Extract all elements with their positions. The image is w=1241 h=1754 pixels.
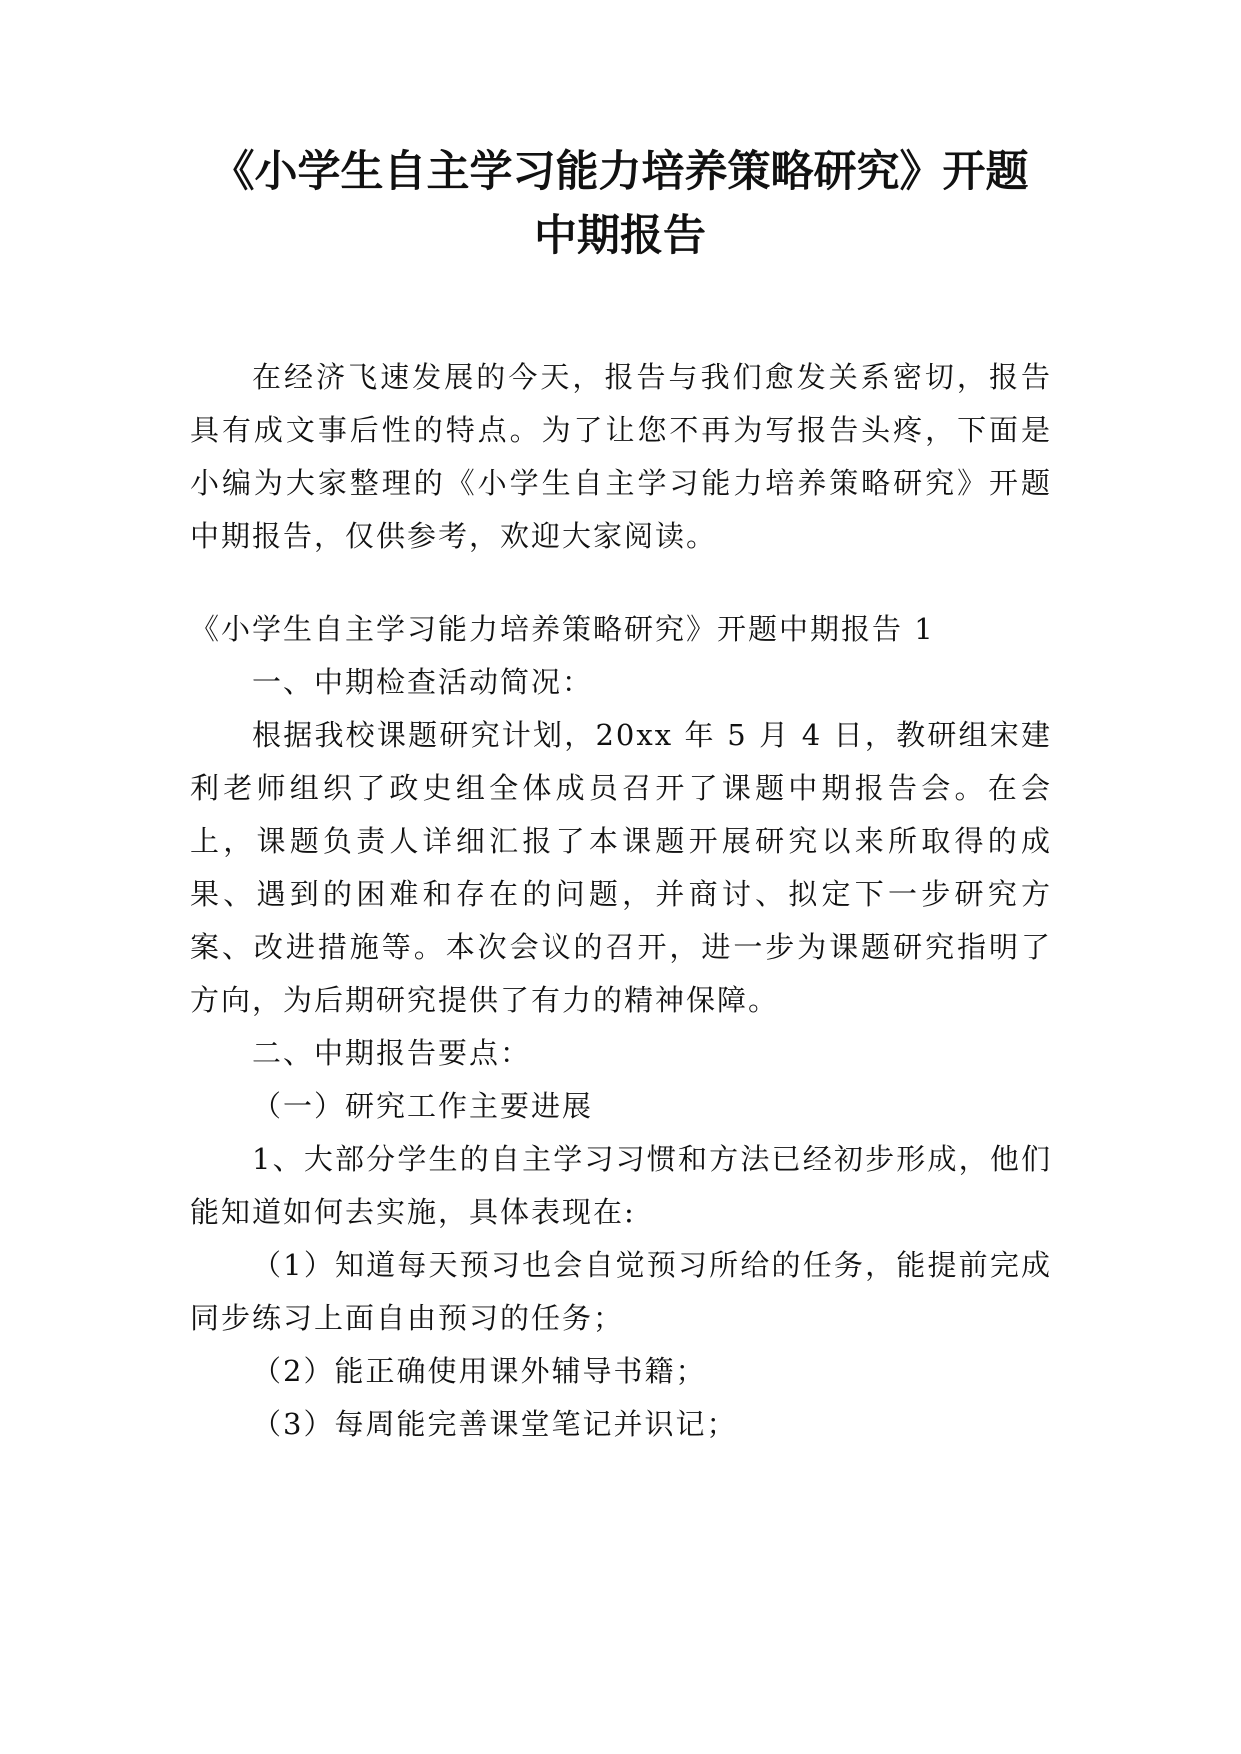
title-line-1: 《小学生自主学习能力培养策略研究》开题 (211, 147, 1029, 197)
list-item-1: 1、大部分学生的自主学习习惯和方法已经初步形成，他们能知道如何去实施，具体表现在: (190, 1142, 1052, 1229)
sub-item-1: （1）知道每天预习也会自觉预习所给的任务，能提前完成同步练习上面自由预习的任务； (190, 1248, 1052, 1335)
document-title (160, 140, 1080, 268)
part1-paragraph: 根据我校课题研究计划，20xx 年 5 月 4 日，教研组宋建利老师组织了政史组全体成员召开了课题中期报告会。在会上，课题负责人详细汇报了本课题开展研究以来所取得的成果、遇到的困难和存在的问题，并商讨、拟定下一步研究方案、改进措施等。本次会议的召开，进一步为课题研究指明了方向，为后期研究提供了有力的精神保障。 (190, 718, 1052, 1017)
document-body (190, 351, 1052, 1451)
subsection-heading: （一）研究工作主要进展 (252, 1089, 594, 1123)
title-line-2: 中期报告 (534, 211, 706, 261)
sub-item-2: （2）能正确使用课外辅导书籍； (252, 1354, 707, 1388)
sub-item-3: （3）每周能完善课堂笔记并识记； (252, 1407, 738, 1441)
section-heading: 《小学生自主学习能力培养策略研究》开题中期报告 1 (190, 612, 935, 646)
intro-paragraph: 在经济飞速发展的今天，报告与我们愈发关系密切，报告具有成文事后性的特点。为了让您不再为写报告头疼，下面是小编为大家整理的《小学生自主学习能力培养策略研究》开题中期报告，仅供参考，欢迎大家阅读。 (190, 360, 1052, 553)
part2-heading: 二、中期报告要点： (252, 1036, 532, 1070)
part1-heading: 一、中期检查活动简况： (252, 665, 594, 699)
